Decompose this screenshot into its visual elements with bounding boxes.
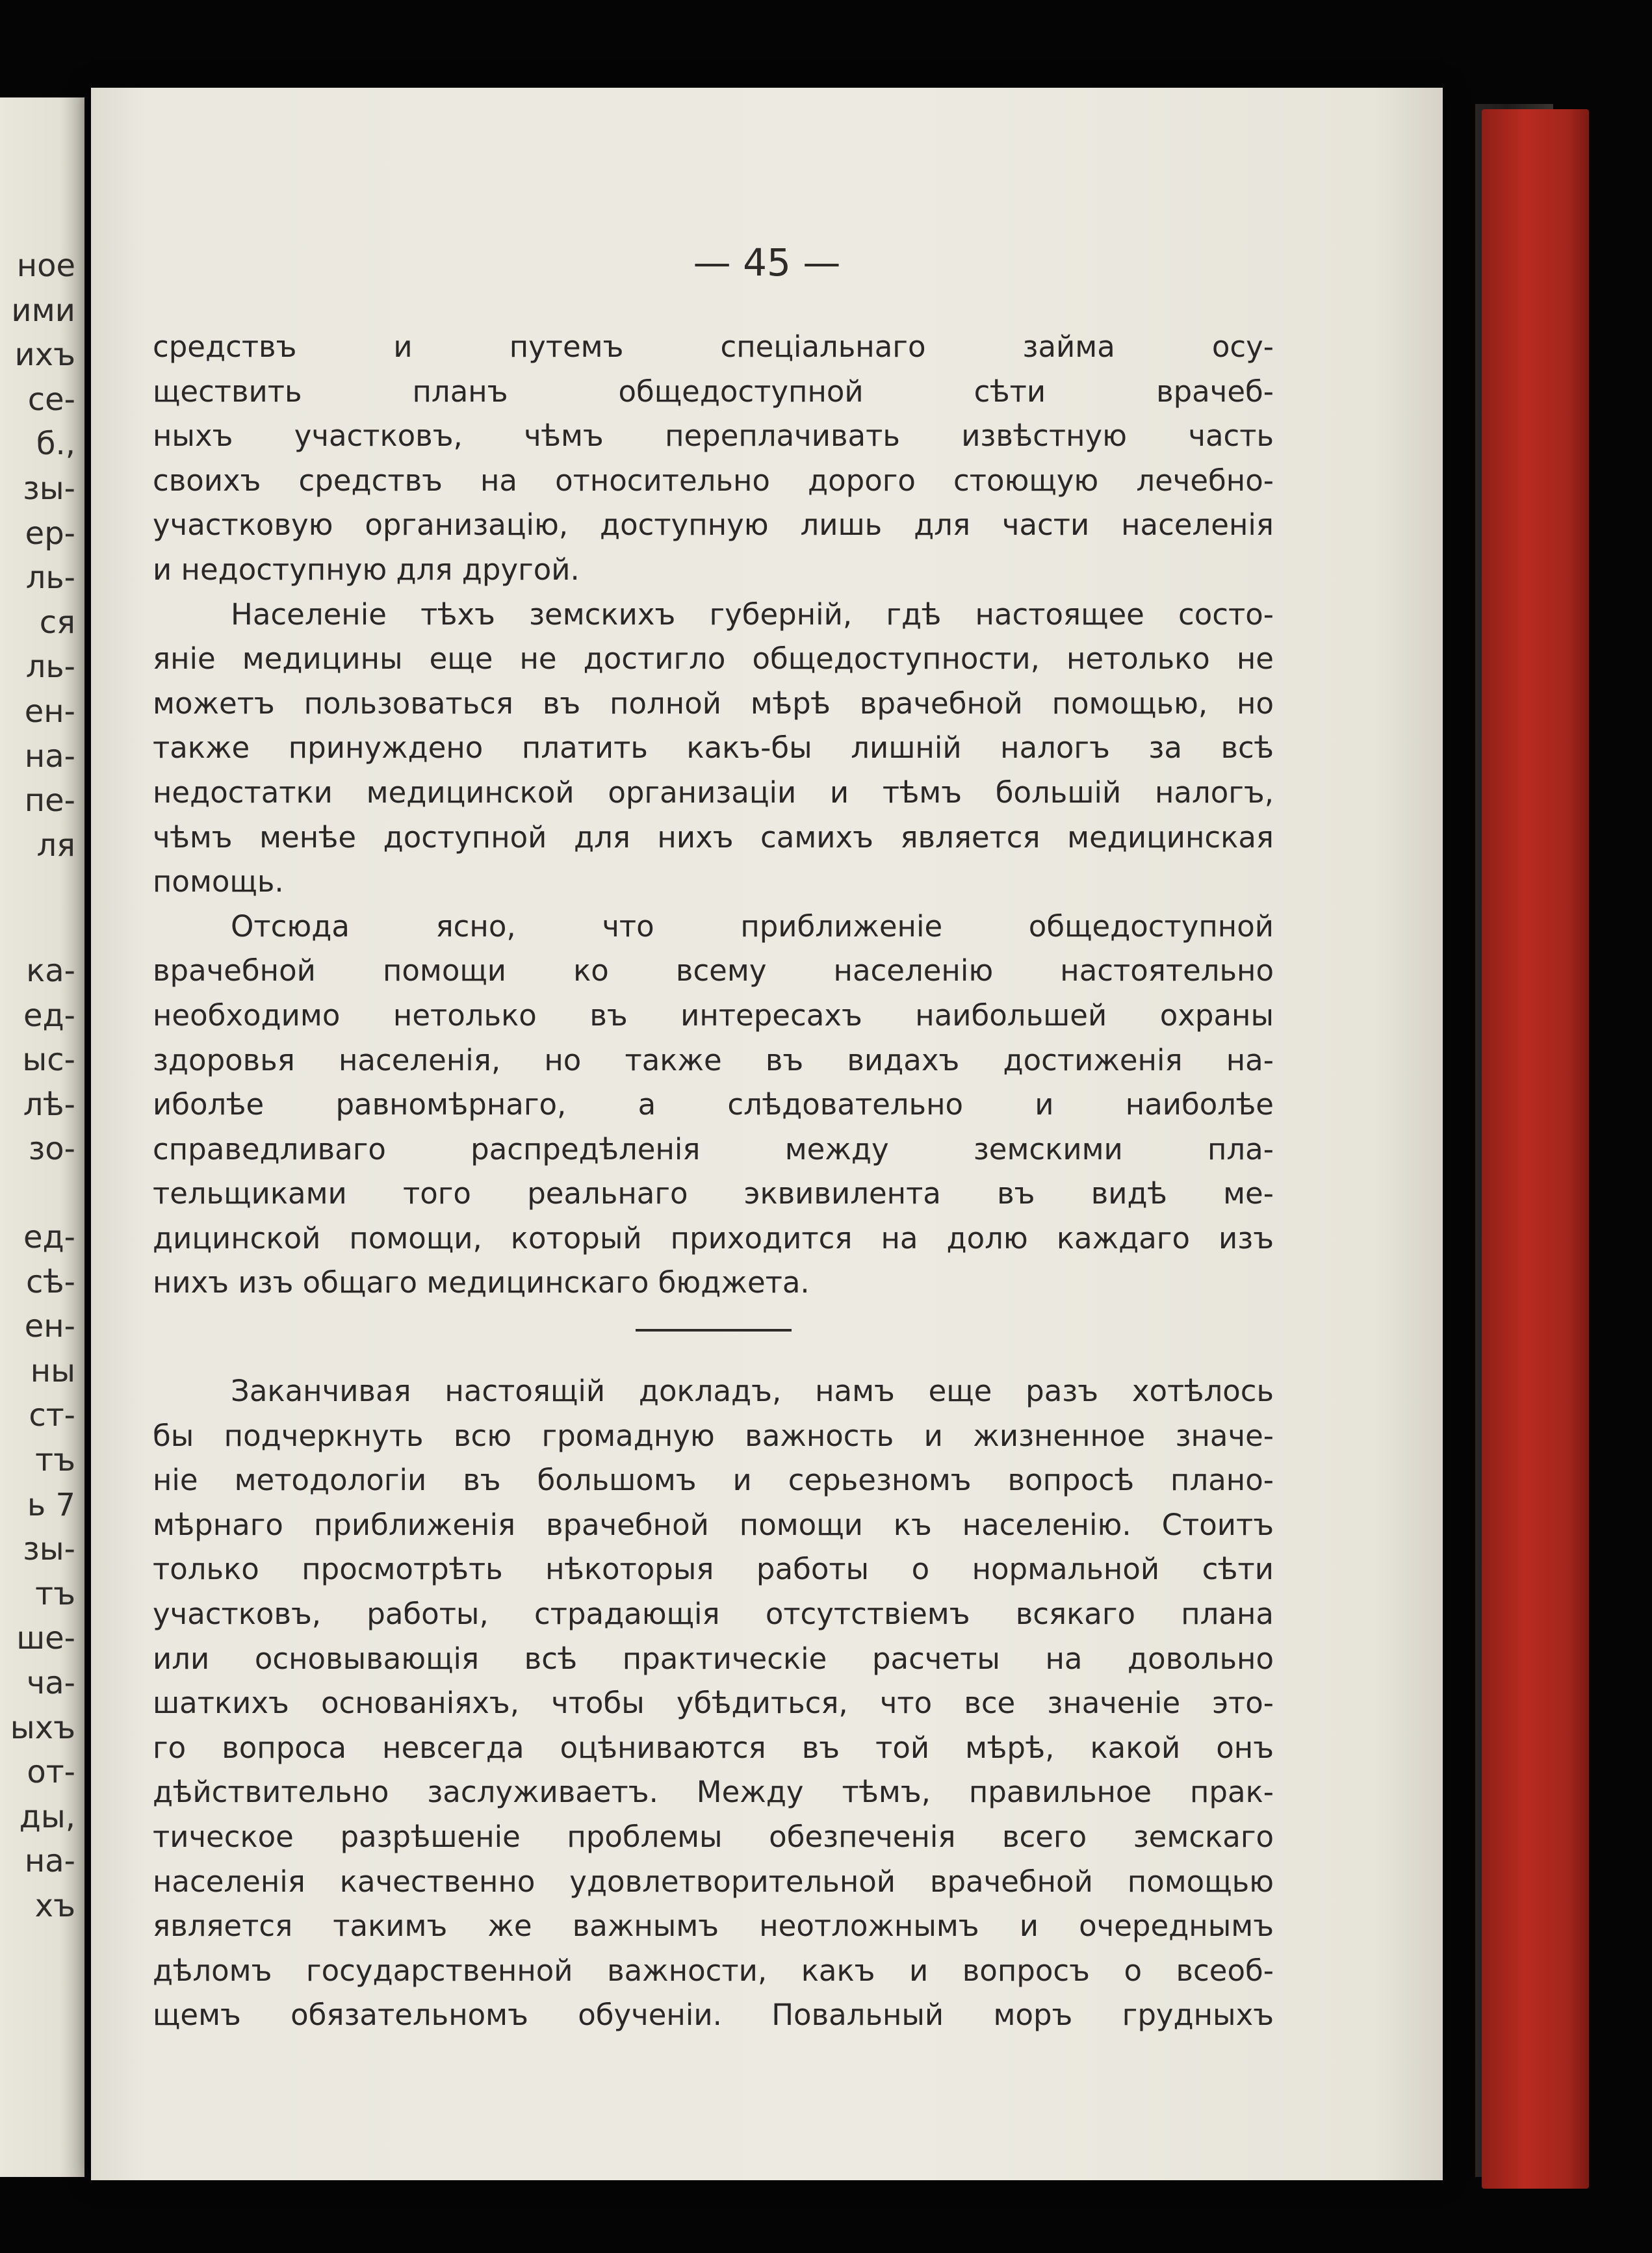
text-line: является такимъ же важнымъ неотложнымъ и очереднымъ xyxy=(153,1909,1274,1944)
previous-page-edge xyxy=(0,97,84,2177)
text-line: средствъ и путемъ спецiальнаго займа осу- xyxy=(153,329,1274,364)
text-line: Отсюда ясно, что приближенiе общедоступной xyxy=(231,908,1274,944)
book-page xyxy=(91,88,1443,2180)
previous-page-text-fragment: ед- xyxy=(23,997,75,1034)
page-body xyxy=(153,325,1274,2038)
previous-page-text-fragment: тъ xyxy=(35,1442,75,1478)
previous-page-text-fragment: ер- xyxy=(25,515,75,552)
previous-page-text-fragment: ча- xyxy=(26,1665,75,1701)
previous-page-text-fragment: ль- xyxy=(25,560,75,597)
text-line: или основывающiя всѣ практическiе расчеты на довольно xyxy=(153,1641,1274,1676)
previous-page-text-fragment: ст- xyxy=(29,1397,75,1434)
previous-page-text-fragment: ихъ xyxy=(14,337,75,374)
previous-page-text-fragment: от- xyxy=(27,1754,75,1791)
text-line: мѣрнаго приближенiя врачебной помощи къ населенiю. Стоитъ xyxy=(153,1507,1274,1542)
text-line: помощь. xyxy=(153,864,284,899)
previous-page-text-fragment: ное xyxy=(16,248,75,284)
text-line: иболѣе равномѣрнаго, а слѣдовательно и наиболѣе xyxy=(153,1087,1274,1122)
text-line: только просмотрѣть нѣкоторыя работы о нормальной сѣти xyxy=(153,1552,1274,1587)
previous-page-text-fragment: ся xyxy=(39,604,75,641)
book-cover-red xyxy=(1482,109,1589,2189)
text-line: тическое разрѣшенiе проблемы обезпеченiя всего земскаго xyxy=(153,1820,1274,1854)
previous-page-text-fragment: пе- xyxy=(24,782,75,819)
text-line: щемъ обязательномъ обученiи. Повальный моръ грудныхъ xyxy=(153,1998,1274,2033)
text-line: нихъ изъ общаго медицинскаго бюджета. xyxy=(153,1265,810,1300)
previous-page-text-fragment: се- xyxy=(27,381,75,418)
paragraph-3 xyxy=(153,905,1274,1306)
previous-page-text-fragment: ими xyxy=(11,292,75,329)
previous-page-text-fragment: лѣ- xyxy=(23,1086,75,1123)
previous-page-text-fragment: зы- xyxy=(23,1531,75,1568)
text-line: участковъ, работы, страдающiя отсутствiемъ всякаго плана xyxy=(153,1597,1274,1632)
previous-page-text-fragment: ен- xyxy=(24,693,75,730)
previous-page-text-fragment: ед- xyxy=(23,1219,75,1255)
previous-page-text-fragment: зо- xyxy=(28,1131,75,1168)
text-line: тельщиками того реальнаго эквивилента въ видѣ ме- xyxy=(153,1176,1274,1211)
text-line: Населенiе тѣхъ земскихъ губернiй, гдѣ настоящее состо- xyxy=(231,597,1274,632)
text-line: и недоступную для другой. xyxy=(153,552,580,587)
previous-page-text-fragment: ка- xyxy=(26,953,75,989)
text-line: нiе методологiи въ большомъ и серьезномъ вопросѣ плано- xyxy=(153,1463,1274,1498)
text-line: дѣломъ государственной важности, какъ и вопросъ о всеоб- xyxy=(153,1953,1274,1988)
text-line: здоровья населенiя, но также въ видахъ достиженiя на- xyxy=(153,1042,1274,1077)
text-line: недостатки медицинской организацiи и тѣмъ большiй налогъ, xyxy=(153,775,1274,810)
previous-page-text-fragment: на- xyxy=(24,1843,75,1880)
text-line: янiе медицины еще не достигло общедоступности, нетолько не xyxy=(153,641,1274,676)
paragraph-2 xyxy=(153,593,1274,905)
text-line: участковую организацiю, доступную лишь для части населенiя xyxy=(153,508,1274,543)
previous-page-text-fragment: ыс- xyxy=(22,1042,75,1079)
text-line: Заканчивая настоящiй докладъ, намъ еще разъ хотѣлось xyxy=(231,1374,1274,1409)
previous-page-text-fragment: б., xyxy=(36,426,75,463)
text-line: можетъ пользоваться въ полной мѣрѣ врачебной помощью, но xyxy=(153,686,1274,721)
previous-page-text-fragment: ды, xyxy=(19,1798,75,1835)
text-line: ныхъ участковъ, чѣмъ переплачивать извѣстную часть xyxy=(153,418,1274,454)
text-line: также принуждено платить какъ-бы лишнiй налогъ за всѣ xyxy=(153,730,1274,766)
previous-page-text-fragment: ля xyxy=(36,827,75,864)
previous-page-text-fragment: ен- xyxy=(24,1308,75,1345)
previous-page-text-fragment: ше- xyxy=(16,1620,75,1657)
page-number: — 45 — xyxy=(693,240,841,285)
text-line: врачебной помощи ко всему населенiю настоятельно xyxy=(153,953,1274,988)
text-line: чѣмъ менѣе доступной для нихъ самихъ является медицинская xyxy=(153,819,1274,855)
previous-page-text-fragment: тъ xyxy=(35,1575,75,1612)
previous-page-text-fragment: хъ xyxy=(34,1888,75,1924)
previous-page-text-fragment: сѣ- xyxy=(26,1263,75,1300)
text-line: своихъ средствъ на относительно дорого стоющую лечебно- xyxy=(153,463,1274,498)
text-line: дицинской помощи, который приходится на долю каждаго изъ xyxy=(153,1220,1274,1255)
text-line: дѣйствительно заслуживаетъ. Между тѣмъ, правильное прак- xyxy=(153,1775,1274,1810)
paragraph-4 xyxy=(153,1369,1274,2038)
text-line: бы подчеркнуть всю громадную важность и жизненное значе- xyxy=(153,1418,1274,1453)
text-line: населенiя качественно удовлетворительной врачебной помощью xyxy=(153,1864,1274,1899)
section-divider-rule xyxy=(636,1329,792,1332)
previous-page-text-fragment: ь 7 xyxy=(27,1486,75,1523)
text-line: шаткихъ основанiяхъ, чтобы убѣдиться, что все значенiе это- xyxy=(153,1686,1274,1721)
previous-page-text-fragment: на- xyxy=(24,738,75,775)
previous-page-text-fragment: ыхъ xyxy=(10,1709,75,1746)
paragraph-1 xyxy=(153,325,1274,593)
text-line: необходимо нетолько въ интересахъ наибольшей охраны xyxy=(153,998,1274,1033)
previous-page-text-fragment: ны xyxy=(30,1352,75,1389)
text-line: ществить планъ общедоступной сѣти врачеб- xyxy=(153,374,1274,409)
previous-page-text-fragment: ль- xyxy=(25,649,75,686)
text-line: справедливаго распредѣленiя между земскими пла- xyxy=(153,1131,1274,1166)
text-line: го вопроса невсегда оцѣниваются въ той мѣрѣ, какой онъ xyxy=(153,1730,1274,1765)
previous-page-text-fragment: зы- xyxy=(23,470,75,507)
